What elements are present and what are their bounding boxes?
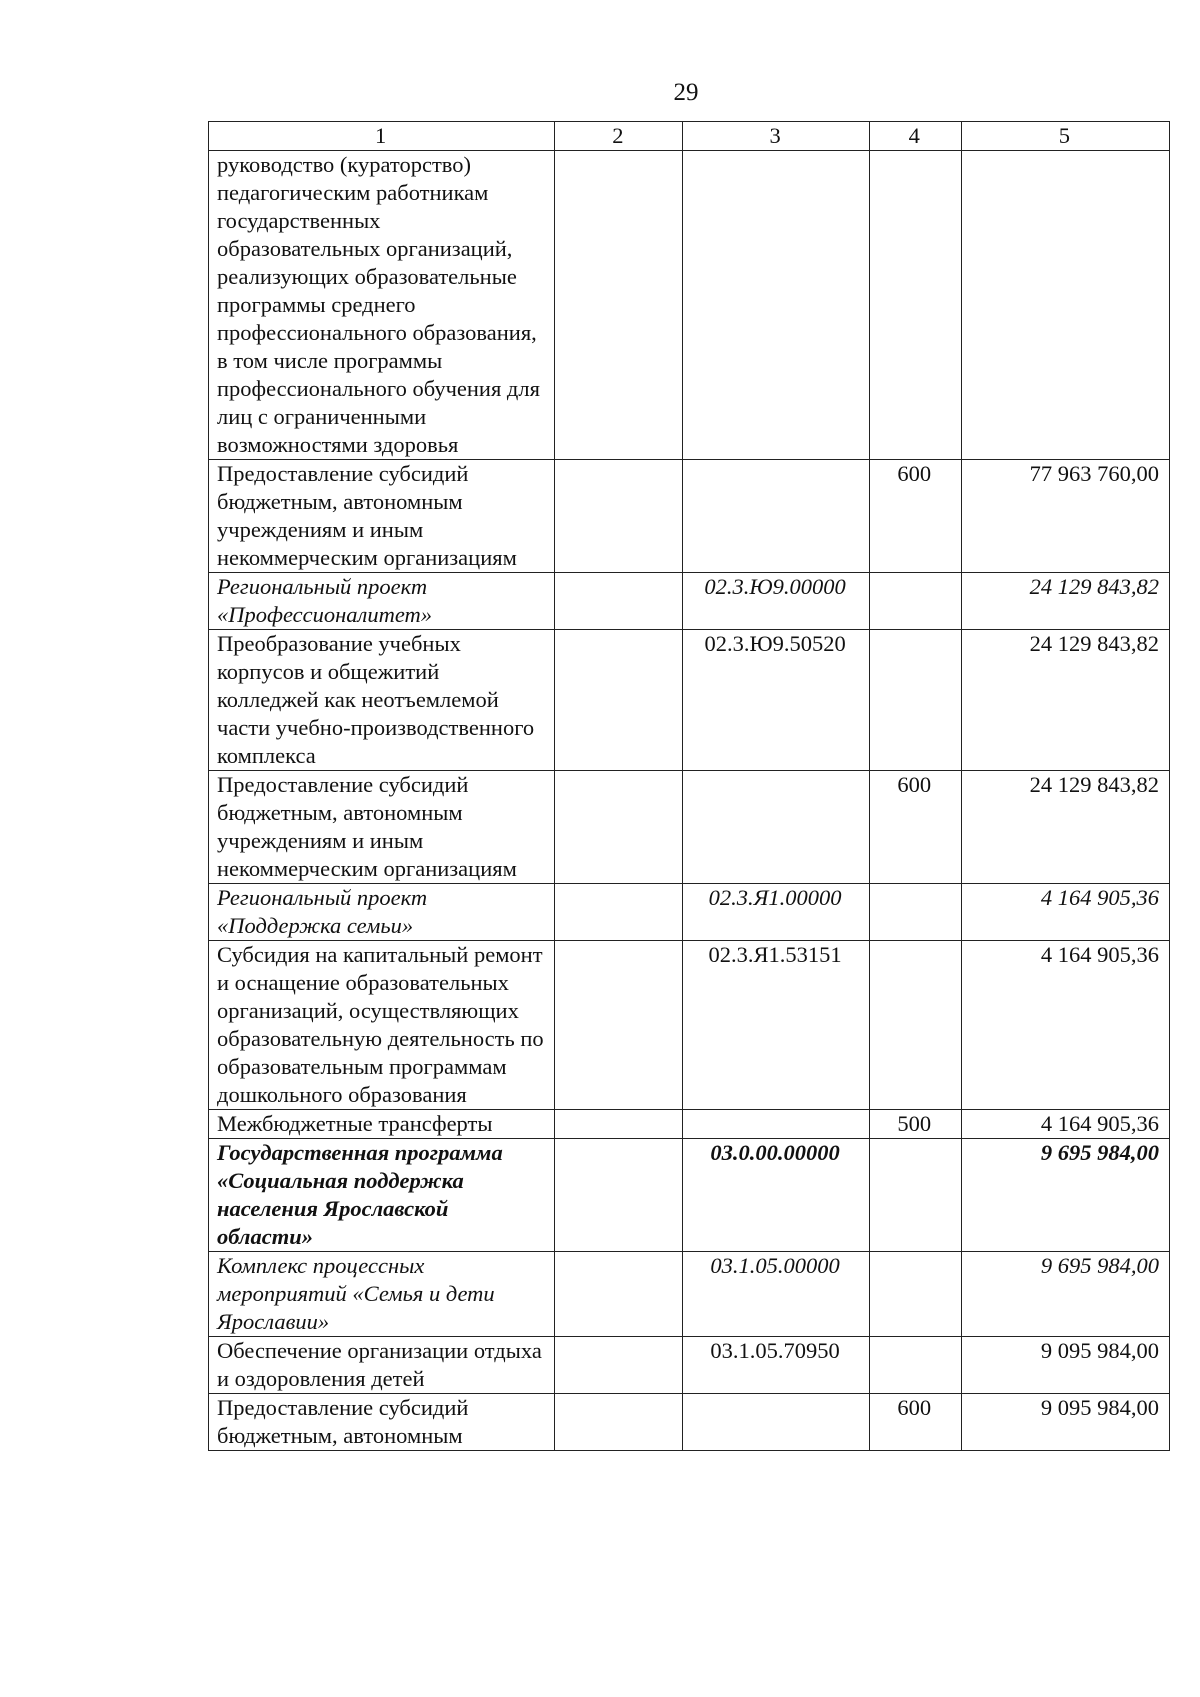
cell-col-4: 600 <box>869 1394 961 1451</box>
cell-col-2 <box>555 573 683 630</box>
page-number: 29 <box>673 79 699 106</box>
table-row <box>209 941 1170 1110</box>
cell-col-3 <box>683 1110 869 1139</box>
cell-col-5: 9 095 984,00 <box>961 1337 1169 1394</box>
cell-col-5: 77 963 760,00 <box>961 460 1169 573</box>
cell-col-2 <box>555 1394 683 1451</box>
cell-col-1: Государственная программа «Социальная поддержка населения Ярославской области» <box>209 1139 555 1252</box>
cell-col-5 <box>961 151 1169 460</box>
cell-col-2 <box>555 771 683 884</box>
table-row <box>209 1394 1170 1451</box>
cell-col-1: Преобразование учебных корпусов и общежитий колледжей как неотъемлемой части учебно-производственного комплекса <box>209 630 555 771</box>
cell-col-1: Предоставление субсидий бюджетным, автономным учреждениям и иным некоммерческим организациям <box>209 771 555 884</box>
cell-col-5: 4 164 905,36 <box>961 941 1169 1110</box>
cell-col-4 <box>869 1139 961 1252</box>
cell-col-3: 03.1.05.70950 <box>683 1337 869 1394</box>
cell-col-1: Обеспечение организации отдыха и оздоровления детей <box>209 1337 555 1394</box>
cell-col-5: 4 164 905,36 <box>961 1110 1169 1139</box>
cell-col-3: 03.0.00.00000 <box>683 1139 869 1252</box>
cell-col-5: 4 164 905,36 <box>961 884 1169 941</box>
cell-col-2 <box>555 1337 683 1394</box>
cell-col-4 <box>869 884 961 941</box>
header-col-4: 4 <box>869 122 961 151</box>
cell-col-4 <box>869 1252 961 1337</box>
table-row <box>209 1252 1170 1337</box>
cell-col-5: 24 129 843,82 <box>961 630 1169 771</box>
cell-col-4 <box>869 630 961 771</box>
table-row <box>209 1139 1170 1252</box>
cell-col-1: Предоставление субсидий бюджетным, автономным учреждениям и иным некоммерческим организациям <box>209 460 555 573</box>
header-col-5: 5 <box>961 122 1169 151</box>
header-col-3: 3 <box>683 122 869 151</box>
cell-col-1: Региональный проект «Поддержка семьи» <box>209 884 555 941</box>
cell-col-5: 9 695 984,00 <box>961 1252 1169 1337</box>
cell-col-2 <box>555 1252 683 1337</box>
table-row <box>209 573 1170 630</box>
header-col-1: 1 <box>209 122 555 151</box>
cell-col-3: 02.3.Я1.53151 <box>683 941 869 1110</box>
cell-col-1: Субсидия на капитальный ремонт и оснащение образовательных организаций, осуществляющих образовательную деятельность по образовательным программам дошкольного образования <box>209 941 555 1110</box>
cell-col-3: 02.3.Ю9.00000 <box>683 573 869 630</box>
cell-col-2 <box>555 630 683 771</box>
cell-col-3 <box>683 1394 869 1451</box>
cell-col-4 <box>869 151 961 460</box>
cell-col-1: Предоставление субсидий бюджетным, автономным <box>209 1394 555 1451</box>
cell-col-4 <box>869 573 961 630</box>
table-body <box>209 151 1170 1451</box>
header-col-2: 2 <box>555 122 683 151</box>
cell-col-4 <box>869 941 961 1110</box>
cell-col-4: 500 <box>869 1110 961 1139</box>
cell-col-3 <box>683 151 869 460</box>
table-row <box>209 771 1170 884</box>
cell-col-1: руководство (кураторство) педагогическим работникам государственных образовательных организаций, реализующих образовательные программы среднего профессионального образования, в том числе программы профессионального обучения для лиц с ограниченными возможностями здоровья <box>209 151 555 460</box>
table-header-row <box>209 122 1170 151</box>
cell-col-1: Межбюджетные трансферты <box>209 1110 555 1139</box>
cell-col-5: 9 095 984,00 <box>961 1394 1169 1451</box>
cell-col-2 <box>555 151 683 460</box>
cell-col-4: 600 <box>869 460 961 573</box>
cell-col-3: 02.3.Я1.00000 <box>683 884 869 941</box>
budget-table <box>208 121 1170 1451</box>
cell-col-2 <box>555 941 683 1110</box>
cell-col-2 <box>555 1139 683 1252</box>
cell-col-2 <box>555 1110 683 1139</box>
table-row <box>209 630 1170 771</box>
table-row <box>209 1337 1170 1394</box>
cell-col-2 <box>555 884 683 941</box>
cell-col-1: Комплекс процессных мероприятий «Семья и дети Ярославии» <box>209 1252 555 1337</box>
cell-col-2 <box>555 460 683 573</box>
cell-col-5: 24 129 843,82 <box>961 771 1169 884</box>
cell-col-4: 600 <box>869 771 961 884</box>
table-row <box>209 884 1170 941</box>
cell-col-5: 24 129 843,82 <box>961 573 1169 630</box>
cell-col-4 <box>869 1337 961 1394</box>
cell-col-3 <box>683 771 869 884</box>
table-row <box>209 151 1170 460</box>
table-row <box>209 1110 1170 1139</box>
table-row <box>209 460 1170 573</box>
cell-col-3: 03.1.05.00000 <box>683 1252 869 1337</box>
cell-col-5: 9 695 984,00 <box>961 1139 1169 1252</box>
cell-col-3 <box>683 460 869 573</box>
cell-col-1: Региональный проект «Профессионалитет» <box>209 573 555 630</box>
cell-col-3: 02.3.Ю9.50520 <box>683 630 869 771</box>
